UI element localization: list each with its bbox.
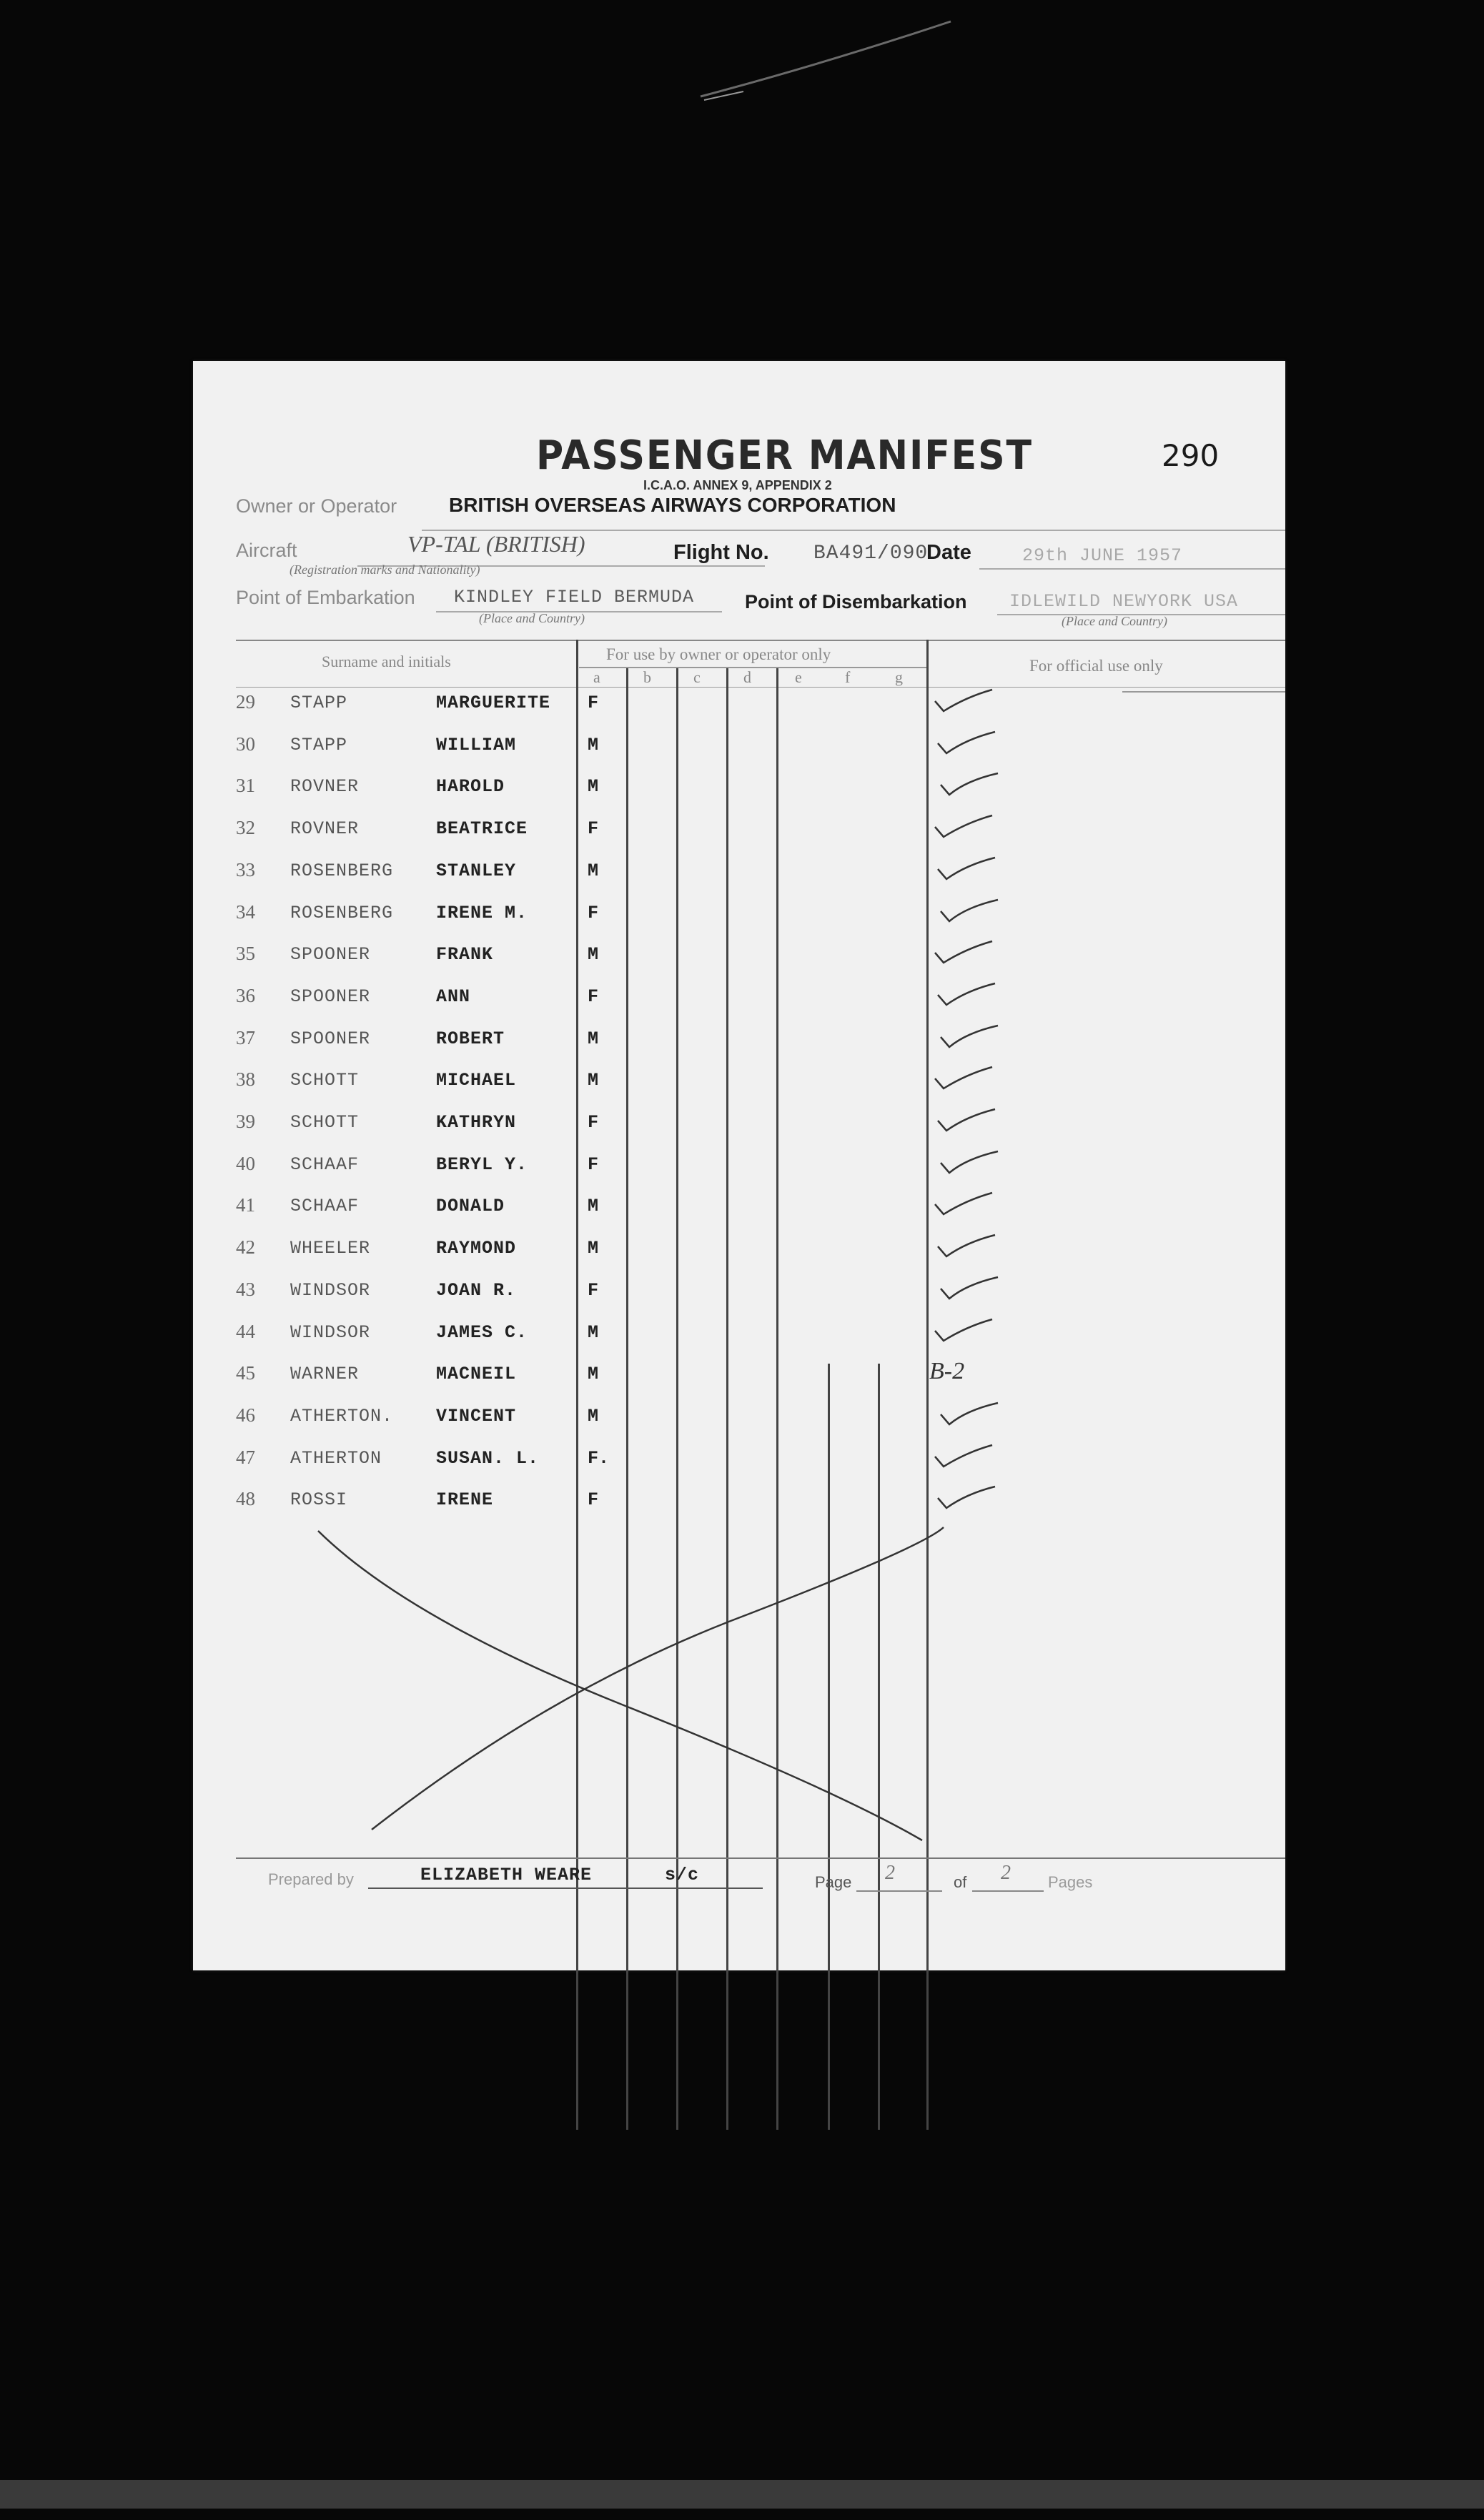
sex-cell: M bbox=[588, 1321, 599, 1343]
surname-cell: SCHOTT bbox=[290, 1112, 360, 1133]
given-name-cell: MARGUERITE bbox=[436, 693, 551, 713]
given-name-cell: VINCENT bbox=[436, 1405, 517, 1427]
prepared-by-value: ELIZABETH WEARE bbox=[420, 1865, 593, 1885]
document-subtitle: I.C.A.O. ANNEX 9, APPENDIX 2 bbox=[643, 478, 832, 492]
surname-cell: WHEELER bbox=[290, 1238, 371, 1259]
sex-cell: M bbox=[588, 944, 599, 966]
sex-cell: F bbox=[588, 693, 599, 713]
given-name-cell: IRENE M. bbox=[436, 902, 528, 923]
given-name-cell: ROBERT bbox=[436, 1028, 505, 1049]
given-name-cell: SUSAN. L. bbox=[436, 1447, 540, 1469]
given-name-cell: BEATRICE bbox=[436, 818, 528, 840]
row-number: 41 bbox=[236, 1194, 255, 1216]
embarkation-value: KINDLEY FIELD BERMUDA bbox=[454, 587, 695, 607]
surname-cell: WINDSOR bbox=[290, 1279, 371, 1301]
row-number: 36 bbox=[236, 984, 255, 1006]
official-use-header: For official use only bbox=[1029, 657, 1163, 675]
official-mark: B-2 bbox=[929, 1358, 965, 1385]
surname-cell: SPOONER bbox=[290, 1028, 371, 1049]
row-number: 31 bbox=[236, 775, 255, 797]
given-name-cell: FRANK bbox=[436, 944, 494, 966]
page-underline bbox=[856, 1890, 942, 1892]
surname-cell: ROSSI bbox=[290, 1489, 348, 1511]
row-number: 37 bbox=[236, 1026, 255, 1048]
sex-cell: M bbox=[588, 734, 599, 755]
prepared-by-underline bbox=[368, 1887, 763, 1889]
manifest-page bbox=[193, 361, 1285, 1970]
sex-cell: F bbox=[588, 1279, 599, 1301]
sex-cell: F bbox=[588, 818, 599, 840]
aircraft-label: Aircraft bbox=[236, 540, 297, 561]
embarkation-label: Point of Embarkation bbox=[236, 587, 415, 608]
given-name-cell: WILLIAM bbox=[436, 734, 517, 755]
row-number: 42 bbox=[236, 1236, 255, 1259]
document-title: PASSENGER MANIFEST bbox=[536, 432, 1033, 479]
column-b-header: b bbox=[643, 668, 651, 686]
row-number: 39 bbox=[236, 1111, 255, 1132]
row-number: 46 bbox=[236, 1404, 255, 1426]
sex-cell: F bbox=[588, 1489, 599, 1511]
disembarkation-value: IDLEWILD NEWYORK USA bbox=[1009, 591, 1239, 612]
surname-column-header: Surname and initials bbox=[322, 653, 451, 670]
row-number: 35 bbox=[236, 943, 255, 965]
aircraft-value: VP-TAL (BRITISH) bbox=[407, 531, 585, 557]
sex-cell: M bbox=[588, 1238, 599, 1259]
flight-label: Flight No. bbox=[673, 541, 769, 564]
page-value: 2 bbox=[885, 1862, 895, 1884]
sex-cell: F bbox=[588, 902, 599, 923]
given-name-cell: RAYMOND bbox=[436, 1238, 517, 1259]
sex-cell: M bbox=[588, 1028, 599, 1049]
surname-cell: SPOONER bbox=[290, 986, 371, 1007]
given-name-cell: IRENE bbox=[436, 1489, 494, 1511]
given-name-cell: MICHAEL bbox=[436, 1070, 517, 1091]
owner-use-header: For use by owner or operator only bbox=[606, 645, 831, 663]
given-name-cell: MACNEIL bbox=[436, 1364, 517, 1385]
surname-cell: ATHERTON. bbox=[290, 1405, 394, 1427]
row-number: 47 bbox=[236, 1446, 255, 1468]
page-label: Page bbox=[815, 1873, 852, 1891]
surname-cell: ROSENBERG bbox=[290, 902, 394, 923]
total-underline bbox=[972, 1890, 1044, 1892]
pages-label: Pages bbox=[1048, 1873, 1093, 1891]
row-number: 43 bbox=[236, 1278, 255, 1300]
owner-value: BRITISH OVERSEAS AIRWAYS CORPORATION bbox=[449, 494, 896, 516]
prepared-by-role: s/c bbox=[665, 1865, 700, 1885]
surname-cell: SCHAAF bbox=[290, 1154, 360, 1175]
surname-cell: ROSENBERG bbox=[290, 860, 394, 881]
row-number: 45 bbox=[236, 1362, 255, 1384]
of-label: of bbox=[954, 1873, 967, 1891]
disembarkation-hint: (Place and Country) bbox=[1062, 614, 1167, 628]
row-number: 38 bbox=[236, 1068, 255, 1091]
document-number: 290 bbox=[1162, 438, 1220, 473]
sex-cell: M bbox=[588, 860, 599, 881]
aircraft-hint: (Registration marks and Nationality) bbox=[290, 562, 480, 577]
given-name-cell: HAROLD bbox=[436, 776, 505, 798]
date-label: Date bbox=[926, 541, 971, 564]
sex-cell: M bbox=[588, 1364, 599, 1385]
given-name-cell: JAMES C. bbox=[436, 1321, 528, 1343]
column-e-header: e bbox=[795, 668, 802, 686]
row-number: 40 bbox=[236, 1152, 255, 1174]
given-name-cell: STANLEY bbox=[436, 860, 517, 881]
cancellation-cross bbox=[193, 361, 1285, 1970]
sex-cell: M bbox=[588, 1405, 599, 1427]
surname-cell: WARNER bbox=[290, 1364, 360, 1385]
row-number: 34 bbox=[236, 901, 255, 923]
row-number: 48 bbox=[236, 1488, 255, 1510]
surname-cell: STAPP bbox=[290, 734, 348, 755]
prepared-by-label: Prepared by bbox=[268, 1870, 354, 1888]
surname-cell: WINDSOR bbox=[290, 1321, 371, 1343]
sex-cell: M bbox=[588, 1070, 599, 1091]
owner-label: Owner or Operator bbox=[236, 495, 397, 517]
given-name-cell: JOAN R. bbox=[436, 1279, 517, 1301]
sex-cell: M bbox=[588, 776, 599, 798]
sex-cell: F bbox=[588, 1112, 599, 1133]
given-name-cell: ANN bbox=[436, 986, 471, 1007]
row-number: 32 bbox=[236, 817, 255, 839]
disembarkation-label: Point of Disembarkation bbox=[745, 591, 967, 612]
row-number: 44 bbox=[236, 1320, 255, 1342]
footer-rule bbox=[236, 1857, 1285, 1859]
sex-cell: F bbox=[588, 986, 599, 1007]
column-d-header: d bbox=[743, 668, 751, 686]
sex-cell: M bbox=[588, 1196, 599, 1217]
given-name-cell: BERYL Y. bbox=[436, 1154, 528, 1175]
row-number: 33 bbox=[236, 858, 255, 880]
column-f-header: f bbox=[845, 668, 851, 686]
row-number: 29 bbox=[236, 691, 255, 713]
embarkation-hint: (Place and Country) bbox=[479, 611, 585, 625]
surname-cell: ATHERTON bbox=[290, 1447, 382, 1469]
sex-cell: F. bbox=[588, 1447, 610, 1469]
given-name-cell: KATHRYN bbox=[436, 1112, 517, 1133]
date-value: 29th JUNE 1957 bbox=[1022, 545, 1183, 566]
surname-cell: SCHOTT bbox=[290, 1070, 360, 1091]
surname-cell: SCHAAF bbox=[290, 1196, 360, 1217]
sex-cell: F bbox=[588, 1154, 599, 1175]
column-g-header: g bbox=[895, 668, 903, 686]
flight-value: BA491/090 bbox=[813, 542, 929, 565]
surname-cell: SPOONER bbox=[290, 944, 371, 966]
column-c-header: c bbox=[693, 668, 701, 686]
given-name-cell: DONALD bbox=[436, 1196, 505, 1217]
total-pages-value: 2 bbox=[1001, 1862, 1011, 1884]
surname-cell: ROVNER bbox=[290, 818, 360, 840]
row-number: 30 bbox=[236, 733, 255, 755]
column-a-header: a bbox=[593, 668, 600, 686]
surname-cell: ROVNER bbox=[290, 776, 360, 798]
surname-cell: STAPP bbox=[290, 693, 348, 713]
